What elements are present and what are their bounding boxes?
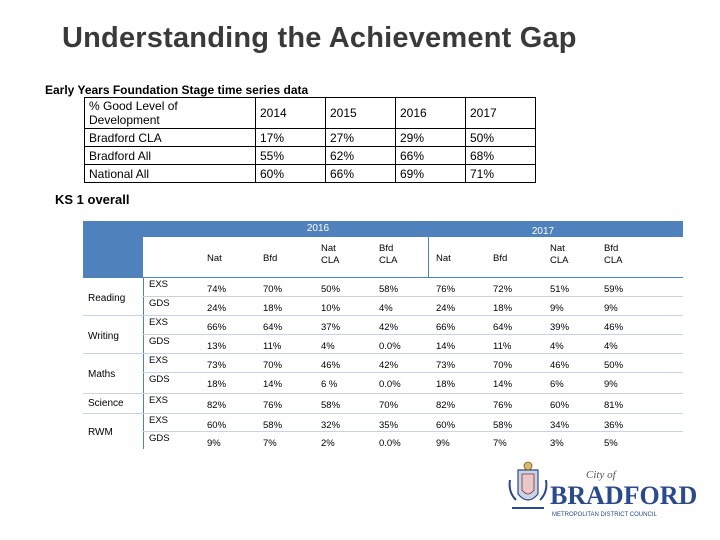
ks1-col-header bbox=[493, 253, 541, 265]
ks1-subject-label: Reading bbox=[88, 293, 126, 304]
eyfs-heading: Early Years Foundation Stage time series data bbox=[45, 83, 309, 97]
eyfs-header-cell: 2014 bbox=[256, 98, 326, 129]
ks1-col-header-line: CLA bbox=[550, 255, 569, 266]
ks1-value-cell: 42% bbox=[379, 322, 399, 333]
ks1-value-cell: 73% bbox=[207, 360, 227, 371]
ks1-year-2017: 2017 bbox=[531, 226, 555, 237]
eyfs-row bbox=[85, 129, 536, 147]
ks1-col-header-line: Nat bbox=[321, 243, 336, 254]
ks1-value-cell: 50% bbox=[321, 284, 341, 295]
eyfs-header-cell: 2017 bbox=[466, 98, 536, 129]
ks1-value-cell: 6% bbox=[550, 379, 564, 390]
ks1-value-cell: 3% bbox=[550, 438, 564, 449]
ks1-col-header bbox=[207, 253, 255, 265]
ks1-col-header-line: Nat bbox=[436, 253, 451, 264]
bradford-council-logo bbox=[500, 458, 700, 522]
ks1-value-cell: 14% bbox=[436, 341, 456, 352]
ks1-value-cell: 35% bbox=[379, 420, 399, 431]
ks1-value-cell: 18% bbox=[263, 303, 283, 314]
ks1-col-header-line: Bfd bbox=[604, 243, 619, 254]
ks1-row-rule bbox=[143, 393, 683, 394]
ks1-subject-rule bbox=[83, 353, 143, 354]
logo-subtitle: METROPOLITAN DISTRICT COUNCIL bbox=[552, 512, 657, 518]
ks1-table bbox=[83, 221, 683, 449]
ks1-value-cell: 60% bbox=[550, 400, 570, 411]
ks1-col-header-line: CLA bbox=[379, 255, 398, 266]
ks1-measure-label: EXS bbox=[149, 279, 169, 290]
ks1-col-header-line: Nat bbox=[550, 243, 565, 254]
ks1-value-cell: 37% bbox=[321, 322, 341, 333]
ks1-value-cell: 14% bbox=[493, 379, 513, 390]
ks1-value-cell: 66% bbox=[207, 322, 227, 333]
ks1-col-header-line: Nat bbox=[207, 253, 222, 264]
ks1-subject-rule bbox=[83, 315, 143, 316]
ks1-value-cell: 82% bbox=[207, 400, 227, 411]
ks1-value-cell: 60% bbox=[436, 420, 456, 431]
ks1-header-rule bbox=[83, 277, 683, 278]
ks1-heading: KS 1 overall bbox=[55, 192, 130, 207]
ks1-value-cell: 18% bbox=[207, 379, 227, 390]
ks1-value-cell: 14% bbox=[263, 379, 283, 390]
ks1-col-header bbox=[436, 253, 484, 265]
eyfs-row bbox=[85, 165, 536, 183]
ks1-value-cell: 72% bbox=[493, 284, 513, 295]
ks1-measure-label: GDS bbox=[149, 336, 170, 347]
ks1-value-cell: 13% bbox=[207, 341, 227, 352]
coat-of-arms-icon bbox=[510, 462, 547, 508]
eyfs-cell: 69% bbox=[396, 165, 466, 183]
eyfs-cell: 27% bbox=[326, 129, 396, 147]
logo-name: BRADFORD bbox=[550, 481, 698, 510]
ks1-value-cell: 0.0% bbox=[379, 438, 401, 449]
ks1-measure-label: EXS bbox=[149, 415, 169, 426]
ks1-measure-label: EXS bbox=[149, 317, 169, 328]
eyfs-cell: 29% bbox=[396, 129, 466, 147]
ks1-value-cell: 9% bbox=[550, 303, 564, 314]
ks1-value-cell: 7% bbox=[263, 438, 277, 449]
ks1-value-cell: 82% bbox=[436, 400, 456, 411]
ks1-value-cell: 46% bbox=[550, 360, 570, 371]
ks1-subject-label: RWM bbox=[88, 427, 113, 438]
eyfs-cell: 71% bbox=[466, 165, 536, 183]
eyfs-cell: 17% bbox=[256, 129, 326, 147]
ks1-subject-label: Writing bbox=[88, 331, 119, 342]
ks1-measure-label: GDS bbox=[149, 374, 170, 385]
ks1-measure-label: EXS bbox=[149, 395, 169, 406]
ks1-value-cell: 11% bbox=[263, 341, 282, 352]
ks1-value-cell: 46% bbox=[604, 322, 624, 333]
ks1-value-cell: 70% bbox=[493, 360, 513, 371]
eyfs-table bbox=[84, 97, 536, 183]
ks1-value-cell: 18% bbox=[436, 379, 456, 390]
ks1-value-cell: 10% bbox=[321, 303, 341, 314]
ks1-row-rule bbox=[143, 353, 683, 354]
ks1-value-cell: 70% bbox=[263, 360, 283, 371]
eyfs-cell: 66% bbox=[396, 147, 466, 165]
ks1-value-cell: 76% bbox=[493, 400, 513, 411]
ks1-value-cell: 0.0% bbox=[379, 341, 401, 352]
ks1-value-cell: 70% bbox=[379, 400, 399, 411]
eyfs-header-cell: 2015 bbox=[326, 98, 396, 129]
ks1-subject-rule bbox=[83, 393, 143, 394]
ks1-value-cell: 9% bbox=[207, 438, 221, 449]
ks1-value-cell: 51% bbox=[550, 284, 570, 295]
ks1-value-cell: 50% bbox=[604, 360, 624, 371]
ks1-subject-divider bbox=[143, 277, 144, 449]
ks1-value-cell: 4% bbox=[550, 341, 564, 352]
eyfs-cell: 68% bbox=[466, 147, 536, 165]
ks1-value-cell: 0.0% bbox=[379, 379, 401, 390]
ks1-col-header-line: CLA bbox=[604, 255, 623, 266]
ks1-row-rule bbox=[143, 413, 683, 414]
ks1-col-header-line: Bfd bbox=[263, 253, 278, 264]
ks1-subject-rule bbox=[83, 413, 143, 414]
ks1-value-cell: 4% bbox=[604, 341, 618, 352]
ks1-value-cell: 9% bbox=[604, 379, 618, 390]
eyfs-header-cell: % Good Level of Development bbox=[85, 98, 256, 129]
ks1-value-cell: 4% bbox=[321, 341, 335, 352]
ks1-value-cell: 11% bbox=[493, 341, 512, 352]
eyfs-cell: Bradford All bbox=[85, 147, 256, 165]
ks1-value-cell: 58% bbox=[379, 284, 399, 295]
ks1-value-cell: 24% bbox=[436, 303, 456, 314]
ks1-col-header bbox=[263, 253, 311, 265]
ks1-value-cell: 39% bbox=[550, 322, 570, 333]
ks1-value-cell: 2% bbox=[321, 438, 335, 449]
ks1-value-cell: 9% bbox=[436, 438, 450, 449]
ks1-value-cell: 58% bbox=[321, 400, 341, 411]
ks1-value-cell: 64% bbox=[493, 322, 513, 333]
eyfs-header-row bbox=[85, 98, 536, 129]
ks1-measure-label: EXS bbox=[149, 355, 169, 366]
eyfs-cell: Bradford CLA bbox=[85, 129, 256, 147]
ks1-subject-label: Maths bbox=[88, 369, 116, 380]
ks1-value-cell: 42% bbox=[379, 360, 399, 371]
ks1-col-header-line: Bfd bbox=[493, 253, 508, 264]
ks1-value-cell: 18% bbox=[493, 303, 513, 314]
eyfs-cell: National All bbox=[85, 165, 256, 183]
ks1-row-rule bbox=[143, 315, 683, 316]
eyfs-cell: 50% bbox=[466, 129, 536, 147]
eyfs-header-cell: 2016 bbox=[396, 98, 466, 129]
ks1-value-cell: 64% bbox=[263, 322, 283, 333]
ks1-col-header bbox=[604, 243, 652, 267]
ks1-value-cell: 74% bbox=[207, 284, 227, 295]
ks1-subject-label: Science bbox=[88, 398, 124, 409]
ks1-measure-label: GDS bbox=[149, 298, 170, 309]
ks1-value-cell: 24% bbox=[207, 303, 227, 314]
ks1-year-2016: 2016 bbox=[306, 223, 330, 234]
ks1-row-rule bbox=[143, 334, 683, 335]
ks1-value-cell: 76% bbox=[436, 284, 456, 295]
ks1-value-cell: 5% bbox=[604, 438, 618, 449]
ks1-row-rule bbox=[143, 372, 683, 373]
ks1-value-cell: 4% bbox=[379, 303, 393, 314]
eyfs-row bbox=[85, 147, 536, 165]
eyfs-cell: 66% bbox=[326, 165, 396, 183]
ks1-value-cell: 73% bbox=[436, 360, 456, 371]
ks1-col-header bbox=[379, 243, 427, 267]
ks1-value-cell: 32% bbox=[321, 420, 341, 431]
ks1-col-header bbox=[550, 243, 598, 267]
ks1-value-cell: 36% bbox=[604, 420, 624, 431]
eyfs-cell: 55% bbox=[256, 147, 326, 165]
eyfs-cell: 60% bbox=[256, 165, 326, 183]
eyfs-cell: 62% bbox=[326, 147, 396, 165]
ks1-value-cell: 76% bbox=[263, 400, 283, 411]
ks1-measure-label: GDS bbox=[149, 433, 170, 444]
ks1-value-cell: 58% bbox=[493, 420, 513, 431]
ks1-col-header-line: Bfd bbox=[379, 243, 394, 254]
ks1-value-cell: 81% bbox=[604, 400, 624, 411]
ks1-value-cell: 9% bbox=[604, 303, 618, 314]
ks1-year-band bbox=[143, 221, 683, 237]
ks1-value-cell: 6 % bbox=[321, 379, 338, 390]
ks1-corner-block bbox=[83, 221, 143, 277]
ks1-value-cell: 7% bbox=[493, 438, 507, 449]
ks1-value-cell: 46% bbox=[321, 360, 341, 371]
ks1-row-rule bbox=[143, 296, 683, 297]
ks1-col-header bbox=[321, 243, 369, 267]
ks1-year-divider bbox=[428, 221, 429, 277]
ks1-value-cell: 66% bbox=[436, 322, 456, 333]
ks1-value-cell: 34% bbox=[550, 420, 570, 431]
ks1-col-header-line: CLA bbox=[321, 255, 340, 266]
ks1-value-cell: 70% bbox=[263, 284, 283, 295]
ks1-value-cell: 59% bbox=[604, 284, 624, 295]
ks1-value-cell: 58% bbox=[263, 420, 283, 431]
logo-city-of: City of bbox=[586, 469, 616, 481]
page-title: Understanding the Achievement Gap bbox=[62, 22, 577, 54]
ks1-value-cell: 60% bbox=[207, 420, 227, 431]
